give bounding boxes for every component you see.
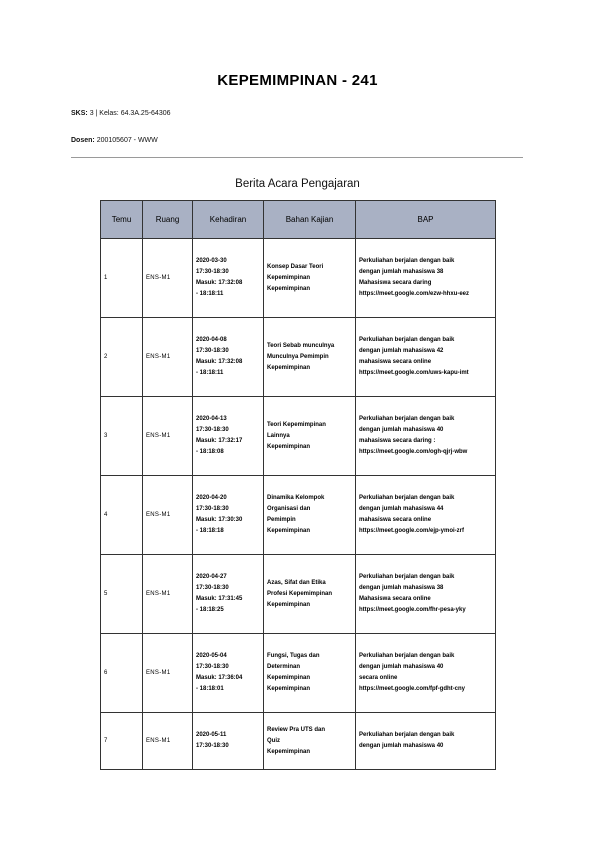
bahan-text: Teori Sebab munculnya Munculnya Pemimpin Kepemimpinan [267,342,335,371]
table-row [101,318,496,397]
table-row [101,555,496,634]
kehadiran-text: 2020-04-27 17:30-18:30 Masuk: 17:31:45 - 18:18:25 [196,574,243,613]
cell-ruang: ENS-M1 [143,713,193,770]
bahan-text: Teori Kepemimpinan Lainnya Kepemimpinan [267,421,326,450]
lecturer-info [71,137,158,144]
table-row [101,634,496,713]
cell-kehadiran [193,397,264,476]
bahan-text: Konsep Dasar Teori Kepemimpinan Kepemimpinan [267,263,324,292]
header-bap: BAP [356,201,496,239]
bap-text: Perkuliahan berjalan dengan baik dengan jumlah mahasiswa 40 [359,732,455,749]
cell-ruang: ENS-M1 [143,318,193,397]
kehadiran-text: 2020-04-08 17:30-18:30 Masuk: 17:32:08 - 18:18:11 [196,337,243,376]
cell-temu: 5 [101,555,143,634]
cell-bahan-kajian [264,239,356,318]
cell-ruang: ENS-M1 [143,397,193,476]
bahan-text: Fungsi, Tugas dan Determinan Kepemimpinan Kepemimpinan [267,653,320,692]
cell-bap [356,397,496,476]
bahan-text: Azas, Sifat dan Etika Profesi Kepemimpinan Kepemimpinan [267,579,333,608]
cell-kehadiran [193,476,264,555]
cell-bap [356,634,496,713]
bap-text: Perkuliahan berjalan dengan baik dengan jumlah mahasiswa 40 mahasiswa secara daring : https://meet.google.com/ogh-qjrj-wbw [359,416,468,455]
cell-ruang: ENS-M1 [143,555,193,634]
cell-temu: 4 [101,476,143,555]
header-temu: Temu [101,201,143,239]
cell-bap [356,713,496,770]
cell-temu: 6 [101,634,143,713]
cell-ruang: ENS-M1 [143,634,193,713]
cell-bahan-kajian [264,713,356,770]
cell-ruang: ENS-M1 [143,239,193,318]
bap-text: Perkuliahan berjalan dengan baik dengan jumlah mahasiswa 44 mahasiswa secara online https://meet.google.com/ejp-ymoi-zrf [359,495,465,534]
course-info [71,110,171,117]
dosen-label: Dosen: [71,137,95,144]
header-ruang: Ruang [143,201,193,239]
section-title: Berita Acara Pengajaran [235,178,360,190]
dosen-value: 200105607 - WWW [96,137,158,144]
table-row [101,713,496,770]
cell-temu: 2 [101,318,143,397]
bahan-text: Review Pra UTS dan Quiz Kepemimpinan [267,726,326,755]
cell-bap [356,318,496,397]
cell-bahan-kajian [264,555,356,634]
header-divider [71,157,523,158]
table-row [101,476,496,555]
header-kehadiran: Kehadiran [193,201,264,239]
cell-kehadiran [193,318,264,397]
cell-bahan-kajian [264,318,356,397]
cell-bap [356,476,496,555]
bap-table [100,200,496,770]
cell-bap [356,555,496,634]
sks-value: 3 | Kelas: 64.3A.25-64306 [89,110,171,117]
kehadiran-text: 2020-03-30 17:30-18:30 Masuk: 17:32:08 - 18:18:11 [196,258,243,297]
cell-kehadiran [193,239,264,318]
cell-bahan-kajian [264,476,356,555]
bap-text: Perkuliahan berjalan dengan baik dengan jumlah mahasiswa 40 secara online https://meet.google.com/fpf-gdht-cny [359,653,465,692]
cell-temu: 3 [101,397,143,476]
kehadiran-text: 2020-04-20 17:30-18:30 Masuk: 17:30:30 - 18:18:18 [196,495,243,534]
kehadiran-text: 2020-04-13 17:30-18:30 Masuk: 17:32:17 - 18:18:08 [196,416,243,455]
cell-temu: 7 [101,713,143,770]
kehadiran-text: 2020-05-04 17:30-18:30 Masuk: 17:36:04 - 18:18:01 [196,653,243,692]
table-row [101,397,496,476]
sks-label: SKS: [71,110,88,117]
cell-ruang: ENS-M1 [143,476,193,555]
cell-kehadiran [193,713,264,770]
cell-kehadiran [193,555,264,634]
bap-text: Perkuliahan berjalan dengan baik dengan jumlah mahasiswa 38 Mahasiswa secara online https://meet.google.com/fhr-pesa-yky [359,574,466,613]
bap-text: Perkuliahan berjalan dengan baik dengan jumlah mahasiswa 38 Mahasiswa secara daring https://meet.google.com/ezw-hhxu-eez [359,258,470,297]
cell-kehadiran [193,634,264,713]
cell-bap [356,239,496,318]
cell-bahan-kajian [264,634,356,713]
bahan-text: Dinamika Kelompok Organisasi dan Pemimpin Kepemimpinan [267,495,325,534]
cell-bahan-kajian [264,397,356,476]
kehadiran-text: 2020-05-11 17:30-18:30 [196,732,229,749]
bap-text: Perkuliahan berjalan dengan baik dengan jumlah mahasiswa 42 mahasiswa secara online https://meet.google.com/uws-kapu-imt [359,337,469,376]
header-bahan-kajian: Bahan Kajian [264,201,356,239]
table-row [101,239,496,318]
document-title: KEPEMIMPINAN - 241 [217,72,378,89]
table-header-row [101,201,496,239]
cell-temu: 1 [101,239,143,318]
